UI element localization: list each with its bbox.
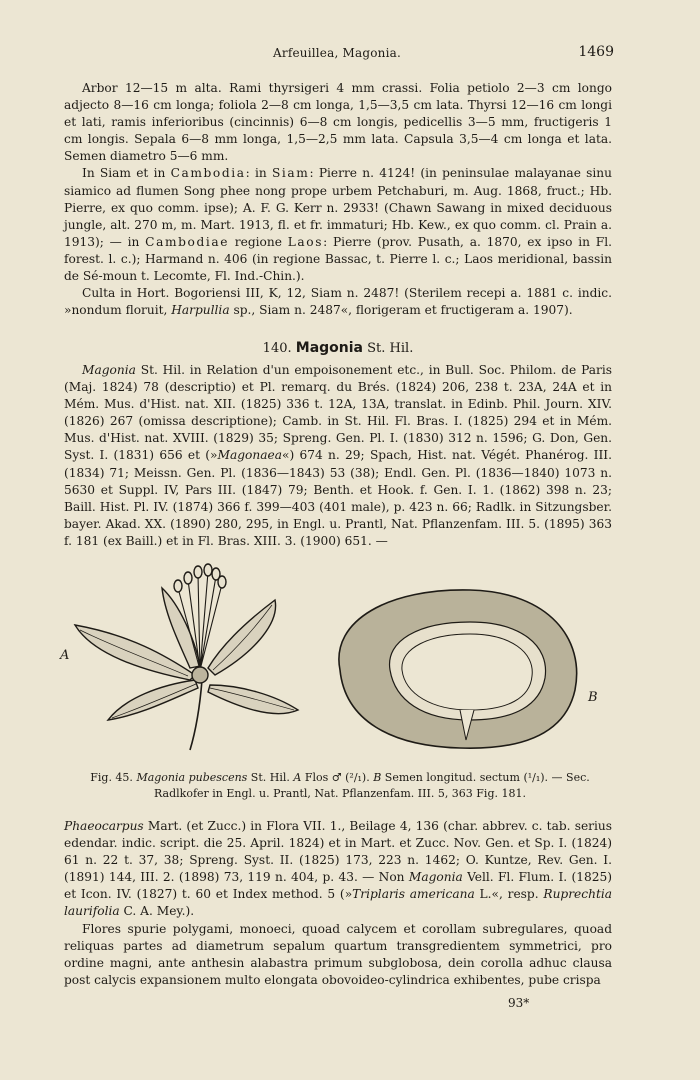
genus-heading xyxy=(64,340,612,356)
flower-drawing xyxy=(75,564,298,750)
text-block-literature xyxy=(64,362,612,550)
genus-author: St. Hil. xyxy=(367,341,414,356)
cultivation-paragraph: Culta in Hort. Bogoriensi III, K, 12, Siam n. 2487! (Sterilem recepi a. 1881 c. indic. »nondum floruit, Harpullia sp., Siam n. 2487«, florigeram et fructigeram a. 1907). xyxy=(64,286,612,318)
caption-line-2: Radlkofer in Engl. u. Prantl, Nat. Pflanzenfam. III. 5, 363 Fig. 181. xyxy=(154,787,526,800)
distribution-paragraph: In Siam et in Cambodia: in Siam: Pierre n. 4124! (in peninsulae malayanae sinu siamico ad flumen Song phee nong prope urbem Petchaburi, m. Aug. 1868, fruct.; Hb. Pierre, ex quo comm. ipse); A. F. G. Kerr n. 2933! (Chawn Sawang in mixed deciduous jungle, alt. 270 m, m. Mart. 1913, fl. et fr. immaturi; Hb. Kew., ex quo comm. cl. Prain a. 1913); — in Cambodiae regione Laos: Pierre (prov. Pusath, a. 1870, ex ipso in Fl. forest. l. c.); Harmand n. 406 (in regione Bassac, t. Pierre l. c.; Laos meridional, bassin de Sé-moun t. Lecomte, Fl. Ind.-Chin.). xyxy=(64,166,612,284)
synonymy-paragraph: Phaeocarpus Mart. (et Zucc.) in Flora VII. 1., Beilage 4, 136 (char. abbrev. c. tab. serius edendar. indic. script. die 25. April. 1824) et in Mart. et Zucc. Nov. Gen. et Sp. I. (1824) 61 n. 22 t. 37, 38; Spreng. Syst. II. (1825) 173, 223 n. 1462; O. Kuntze, Rev. Gen. I. (1891) 144, III. 2. (1898) 73, 119 n. 404, p. 43. — Non Magonia Vell. Fl. Flum. I. (1825) et Icon. IV. (1827) t. 60 et Index method. 5 (»Triplaris americana L.«, resp. Ruprechtia laurifolia C. A. Mey.). xyxy=(64,819,613,919)
page-number: 1469 xyxy=(578,44,614,60)
running-head: Arfeuillea, Magonia. xyxy=(273,46,401,60)
genus-name: Magonia xyxy=(295,340,363,356)
description-paragraph: Arbor 12—15 m alta. Rami thyrsigeri 4 mm crassi. Folia petiolo 2—3 cm longo adjecto 8—16 cm longa; foliola 2—8 cm longa, 1,5—3,5 cm lata. Thyrsi 12—16 cm longi et lati, ramis inferioribus (cincinnis) 6—8 cm longis, pedicellis 3—5 mm, fructigeris 1 cm longis. Sepala 6—8 mm longa, 1,5—2,5 mm lata. Capsula 3,5—4 cm longa et lata. Semen diametro 5—6 mm. xyxy=(64,81,612,164)
page-header xyxy=(60,46,614,68)
figure-label-b: B xyxy=(588,690,598,705)
text-block-lower xyxy=(64,818,612,989)
literature-paragraph: Magonia St. Hil. in Relation d'un empoisonement etc., in Bull. Soc. Philom. de Paris (Maj. 1824) 78 (descriptio) et Pl. remarq. du Brés. (1824) 206, 238 t. 23A, 24A et in Mém. Mus. d'Hist. nat. XII. (1825) 336 t. 12A, 13A, translat. in Edinb. Phil. Journ. XIV. (1826) 267 (omissa descriptione); Camb. in St. Hil. Fl. Bras. I. (1825) 294 et in Mém. Mus. d'Hist. nat. XVIII. (1829) 35; Spreng. Gen. Pl. I. (1830) 312 n. 1596; G. Don, Gen. Syst. I. (1831) 656 et (»Magonaea«) 674 n. 29; Spach, Hist. nat. Végét. Phanérog. III. (1834) 71; Meissn. Gen. Pl. (1836—1843) 53 (38); Endl. Gen. Pl. (1836—1840) 1073 n. 5630 et Suppl. IV, Pars III. (1847) 79; Benth. et Hook. f. Gen. I. 1. (1862) 398 n. 23; Baill. Hist. Pl. IV. (1874) 366 f. 399—403 (401 male), p. 423 n. 66; Radlk. in Sitzungsber. bayer. Akad. XX. (1890) 280, 295, in Engl. u. Prantl, Nat. Pflanzenfam. III. 5. (1895) 363 f. 181 (ex Baill.) et in Fl. Bras. XIII. 3. (1900) 651. — xyxy=(64,363,612,548)
flower-description-paragraph: Flores spurie polygami, monoeci, quoad calycem et corollam subregulares, quoad reliquas partes ad diametrum sepalum quartum transgredientem symmetrici, pro ordine magni, ante anthesin alabastra primum subglobosa, dein corolla adhuc clausa post calycis expansionem multo elongata obovoideo-cylindrica exhibentes, pube crispa xyxy=(64,921,612,987)
figure-label-a: A xyxy=(60,648,70,663)
genus-number: 140. xyxy=(262,341,292,356)
flower-and-seed-illustration xyxy=(50,560,650,760)
caption-line-1: Fig. 45. Magonia pubescens St. Hil. A Flos ♂ (²/₁). B Semen longitud. sectum (¹/₁). — Sec. xyxy=(90,771,590,784)
figure-45 xyxy=(50,560,650,760)
seed-section-drawing xyxy=(339,590,577,748)
text-block-upper xyxy=(64,80,612,319)
signature-mark: 93* xyxy=(508,996,530,1010)
figure-caption xyxy=(70,770,610,802)
